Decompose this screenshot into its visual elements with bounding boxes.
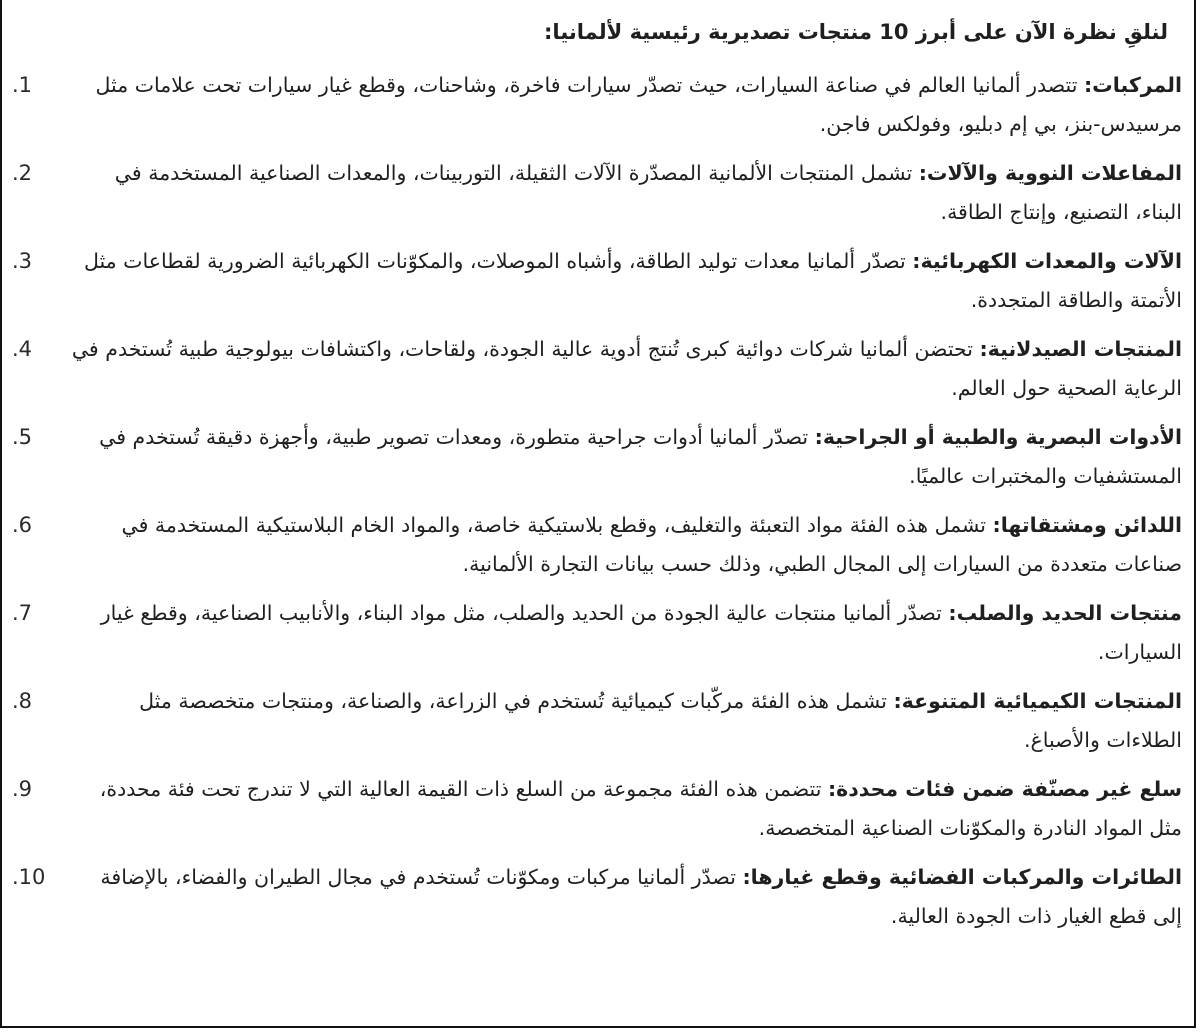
list-item-text	[68, 154, 1186, 231]
list-item-description: تصدّر ألمانيا معدات توليد الطاقة، وأشباه الموصلات، والمكوّنات الكهربائية الضرورية لقطاعات مثل الأتمتة والطاقة المتجددة.	[83, 249, 1182, 312]
list-item-number: .3	[12, 249, 33, 273]
list-item-term: المفاعلات النووية والآلات:	[918, 161, 1182, 185]
list-item-term: الطائرات والمركبات الفضائية وقطع غيارها:	[742, 865, 1182, 889]
list-item	[12, 418, 1186, 495]
list-item-description: تشمل المنتجات الألمانية المصدّرة الآلات الثقيلة، التوربينات، والمعدات الصناعية المستخدمة في البناء، التصنيع، وإنتاج الطاقة.	[114, 161, 1182, 224]
list-item-text	[68, 770, 1186, 847]
list-item-text	[68, 858, 1186, 935]
list-item-term: الأدوات البصرية والطبية أو الجراحية:	[814, 425, 1182, 449]
list-item	[12, 330, 1186, 407]
list-item-description: تصدّر ألمانيا أدوات جراحية متطورة، ومعدات تصوير طبية، وأجهزة دقيقة تُستخدم في المستشفيات والمختبرات عالميًا.	[99, 425, 1182, 488]
list-item-text	[68, 594, 1186, 671]
list-item	[12, 242, 1186, 319]
list-item-text	[68, 682, 1186, 759]
list-item-term: اللدائن ومشتقاتها:	[992, 513, 1182, 537]
list-item-number: .10	[12, 865, 46, 889]
list-item-text	[68, 330, 1186, 407]
list-item	[12, 594, 1186, 671]
list-item	[12, 66, 1186, 143]
list-item	[12, 682, 1186, 759]
list-item-number: .8	[12, 689, 33, 713]
list-item-term: الآلات والمعدات الكهربائية:	[912, 249, 1182, 273]
list-item	[12, 858, 1186, 935]
list-item	[12, 770, 1186, 847]
list-item-text	[68, 66, 1186, 143]
list-item-description: تحتضن ألمانيا شركات دوائية كبرى تُنتج أدوية عالية الجودة، ولقاحات، واكتشافات بيولوجية طبية تُستخدم في الرعاية الصحية حول العالم.	[71, 337, 1182, 400]
export-list	[12, 66, 1186, 935]
list-item-term: المنتجات الصيدلانية:	[979, 337, 1182, 361]
list-item-text	[68, 418, 1186, 495]
list-item-description: تتضمن هذه الفئة مجموعة من السلع ذات القيمة العالية التي لا تندرج تحت فئة محددة، مثل المواد النادرة والمكوّنات الصناعية المتخصصة.	[99, 777, 1182, 840]
list-item-number: .6	[12, 513, 33, 537]
list-item	[12, 154, 1186, 231]
list-item-number: .7	[12, 601, 33, 625]
list-item-number: .1	[12, 73, 33, 97]
list-item-number: .9	[12, 777, 33, 801]
list-item-number: .4	[12, 337, 33, 361]
list-item-number: .2	[12, 161, 33, 185]
list-item-term: منتجات الحديد والصلب:	[948, 601, 1182, 625]
list-item-description: تشمل هذه الفئة مواد التعبئة والتغليف، وقطع بلاستيكية خاصة، والمواد الخام البلاستيكية المستخدمة في صناعات متعددة من السيارات إلى المجال الطبي، وذلك حسب بيانات التجارة الألمانية.	[121, 513, 1182, 576]
list-item-description: تصدّر ألمانيا مركبات ومكوّنات تُستخدم في مجال الطيران والفضاء، بالإضافة إلى قطع الغيار ذات الجودة العالية.	[100, 865, 1182, 928]
list-item-description: تتصدر ألمانيا العالم في صناعة السيارات، حيث تصدّر سيارات فاخرة، وشاحنات، وقطع غيار سيارات تحت علامات مثل مرسيدس-بنز، بي إم دبليو، وفولكس فاجن.	[95, 73, 1182, 136]
list-item-description: تصدّر ألمانيا منتجات عالية الجودة من الحديد والصلب، مثل مواد البناء، والأنابيب الصناعية، وقطع غيار السيارات.	[100, 601, 1182, 664]
list-item-description: تشمل هذه الفئة مركّبات كيميائية تُستخدم في الزراعة، والصناعة، ومنتجات متخصصة مثل الطلاءات والأصباغ.	[139, 689, 1182, 752]
list-item-term: المنتجات الكيميائية المتنوعة:	[893, 689, 1182, 713]
list-item-term: سلع غير مصنّفة ضمن فئات محددة:	[827, 777, 1182, 801]
intro-heading: لنلقِ نظرة الآن على أبرز 10 منتجات تصديرية رئيسية لألمانيا:	[544, 20, 1168, 44]
list-item	[12, 506, 1186, 583]
list-item-number: .5	[12, 425, 33, 449]
list-item-text	[68, 506, 1186, 583]
list-item-term: المركبات:	[1083, 73, 1182, 97]
document-body	[12, 14, 1186, 946]
list-item-text	[68, 242, 1186, 319]
